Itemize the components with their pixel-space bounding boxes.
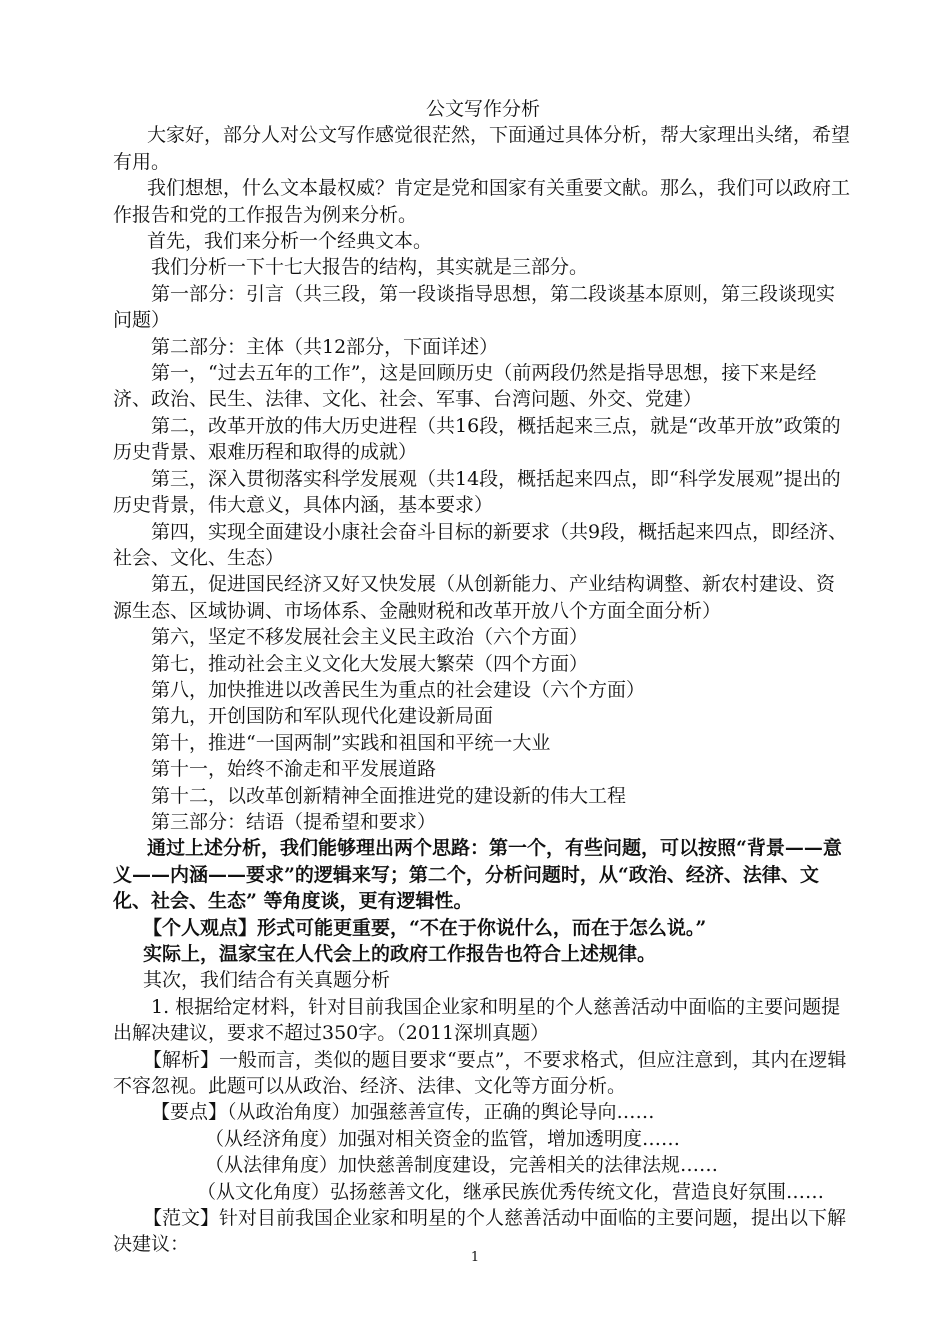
- paragraph-section-3: 第三，深入贯彻落实科学发展观（共14段，概括起来四点，即“科学发展观”提出的历史背景，伟大意义，具体内涵，基本要求）: [113, 467, 841, 517]
- paragraph-personal-view: 【个人观点】形式可能更重要，“不在于你说什么，而在于怎么说。”: [143, 916, 707, 939]
- paragraph-section-6: 第六，坚定不移发展社会主义民主政治（六个方面）: [151, 626, 589, 649]
- paragraph-intro: 大家好，部分人对公文写作感觉很茫然，下面通过具体分析，帮大家理出头绪，希望有用。: [113, 124, 851, 173]
- paragraph-section-9: 第九，开创国防和军队现代化建设新局面: [151, 705, 494, 728]
- paragraph-wen-report: 实际上，温家宝在人代会上的政府工作报告也符合上述规律。: [143, 943, 657, 965]
- paragraph-section-4: 第四，实现全面建设小康社会奋斗目标的新要求（共9段，概括起来四点，即经济、社会、文化、生态）: [113, 520, 848, 569]
- paragraph-section-11: 第十一，始终不渝走和平发展道路: [151, 758, 437, 781]
- paragraph-section-5: 第五，促进国民经济又好又快发展（从创新能力、产业结构调整、新农村建设、资源生态、区域协调、市场体系、金融财税和改革开放八个方面全面分析）: [113, 573, 836, 622]
- paragraph-point-economy: （从经济角度）加强对相关资金的监管，增加透明度……: [205, 1127, 681, 1150]
- paragraph-part-three: 第三部分：结语（提希望和要求）: [151, 810, 437, 833]
- paragraph-section-7: 第七，推动社会主义文化大发展大繁荣（四个方面）: [151, 652, 589, 675]
- paragraph-analysis: 【解析】一般而言，类似的题目要求“要点”，不要求格式，但应注意到，其内在逻辑不容忽视。此题可以从政治、经济、法律、文化等方面分析。: [113, 1048, 847, 1098]
- paragraph-section-1: 第一，“过去五年的工作”，这是回顾历史（前两段仍然是指导思想，接下来是经济、政治、民生、法律、文化、社会、军事、台湾问题、外交、党建）: [113, 362, 817, 411]
- paragraph-key-points: 【要点】（从政治角度）加强慈善宣传，正确的舆论导向……: [151, 1101, 655, 1124]
- paragraph-next: 其次，我们结合有关真题分析: [143, 969, 391, 992]
- paragraph-section-10: 第十，推进“一国两制”实践和祖国和平统一大业: [151, 731, 551, 754]
- paragraph-summary: 通过上述分析，我们能够理出两个思路：第一个，有些问题，可以按照“背景——意义——内涵——要求”的逻辑来写；第二个，分析问题时，从“政治、经济、法律、文化、社会、生态” 等角度谈，更有逻辑性。: [113, 837, 842, 913]
- paragraph-authority: 我们想想，什么文本最权威？肯定是党和国家有关重要文献。那么，我们可以政府工作报告和党的工作报告为例来分析。: [113, 177, 851, 226]
- document-title: 公文写作分析: [425, 98, 540, 120]
- paragraph-section-8: 第八，加快推进以改善民生为重点的社会建设（六个方面）: [151, 678, 646, 701]
- paragraph-part-one: 第一部分：引言（共三段，第一段谈指导思想，第二段谈基本原则，第三段谈现实问题）: [113, 282, 836, 332]
- paragraph-point-law: （从法律角度）加快慈善制度建设，完善相关的法律法规……: [205, 1154, 719, 1177]
- paragraph-first: 首先，我们来分析一个经典文本。: [147, 230, 433, 253]
- paragraph-section-2: 第二，改革开放的伟大历史进程（共16段，概括起来三点，就是“改革开放”政策的历史背景、艰难历程和取得的成就）: [113, 414, 841, 464]
- paragraph-model-essay: 【范文】针对目前我国企业家和明星的个人慈善活动中面临的主要问题，提出以下解决建议：: [113, 1207, 847, 1256]
- paragraph-structure: 我们分析一下十七大报告的结构，其实就是三部分。: [151, 256, 589, 279]
- paragraph-question-1: 1. 根据给定材料，针对目前我国企业家和明星的个人慈善活动中面临的主要问题提出解决建议，要求不超过350字。（2011深圳真题）: [113, 995, 841, 1045]
- paragraph-point-culture: （从文化角度）弘扬慈善文化，继承民族优秀传统文化，营造良好氛围……: [197, 1180, 825, 1203]
- document-body: [113, 96, 853, 1258]
- paragraph-section-12: 第十二，以改革创新精神全面推进党的建设新的伟大工程: [151, 784, 627, 807]
- paragraph-part-two: 第二部分：主体（共12部分，下面详述）: [151, 335, 499, 358]
- page-number: 1: [470, 1250, 480, 1265]
